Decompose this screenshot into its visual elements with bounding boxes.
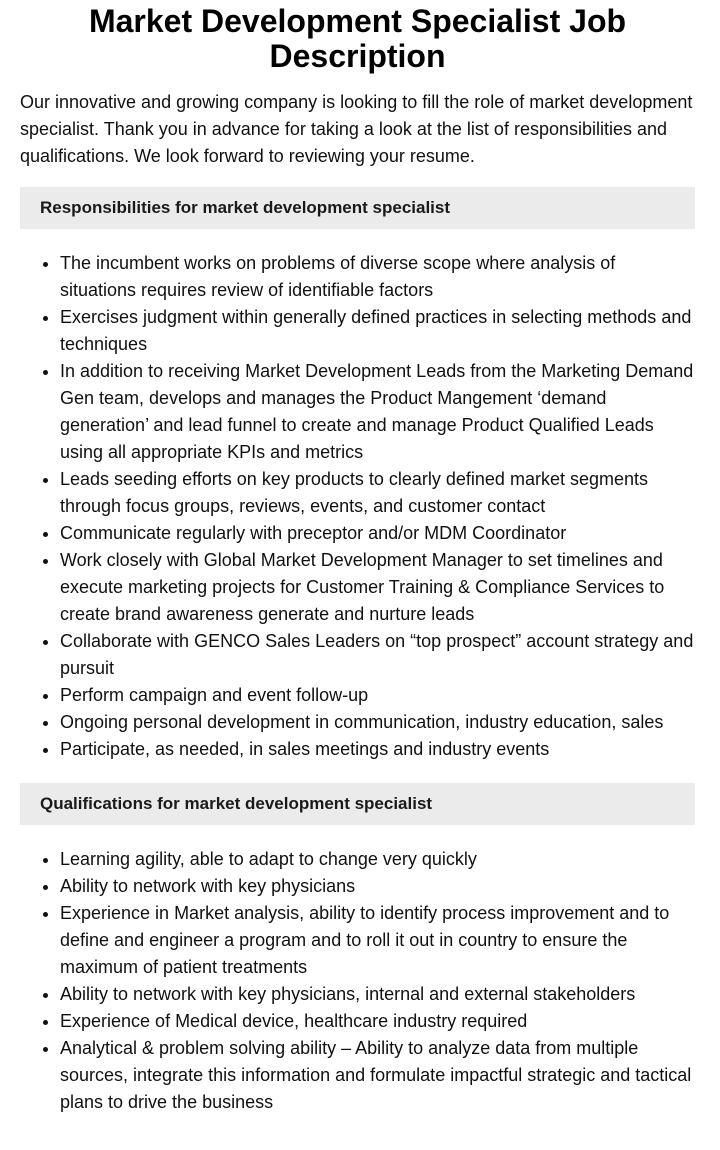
list-item: • Ongoing personal development in communication, industry education, sales [60, 709, 695, 736]
list-item: • Experience of Medical device, healthcare industry required [60, 1008, 695, 1035]
list-item: • Ability to network with key physicians, internal and external stakeholders [60, 981, 695, 1008]
qualifications-heading: Qualifications for market development specialist [20, 783, 695, 825]
list-item: • Work closely with Global Market Development Manager to set timelines and execute marketing projects for Customer Training & Compliance Services to create brand awareness generate and nurture leads [60, 547, 695, 628]
list-item: • Experience in Market analysis, ability to identify process improvement and to define and engineer a program and to roll it out in country to ensure the maximum of patient treatments [60, 900, 695, 981]
page-title: Market Development Specialist Job Description [88, 3, 627, 74]
responsibilities-list [20, 250, 695, 763]
list-item: • Leads seeding efforts on key products to clearly defined market segments through focus groups, reviews, events, and customer contact [60, 466, 695, 520]
list-item: • Learning agility, able to adapt to change very quickly [60, 846, 695, 873]
list-item: • Exercises judgment within generally defined practices in selecting methods and techniques [60, 304, 695, 358]
list-item: • In addition to receiving Market Development Leads from the Marketing Demand Gen team, develops and manages the Product Mangement ‘demand generation’ and lead funnel to create and manage Product Qualified Leads using all appropriate KPIs and metrics [60, 358, 695, 466]
list-item: • Ability to network with key physicians [60, 873, 695, 900]
list-item: • Analytical & problem solving ability – Ability to analyze data from multiple sources, integrate this information and formulate impactful strategic and tactical plans to drive the business [60, 1035, 695, 1116]
list-item: • Collaborate with GENCO Sales Leaders on “top prospect” account strategy and pursuit [60, 628, 695, 682]
list-item: • Participate, as needed, in sales meetings and industry events [60, 736, 695, 763]
intro-paragraph: Our innovative and growing company is looking to fill the role of market development specialist. Thank you in advance for taking a look at the list of responsibilities and qualifications. We look forward to reviewing your resume. [20, 92, 693, 166]
list-item: • The incumbent works on problems of diverse scope where analysis of situations requires review of identifiable factors [60, 250, 695, 304]
list-item: • Perform campaign and event follow-up [60, 682, 695, 709]
list-item: • Communicate regularly with preceptor and/or MDM Coordinator [60, 520, 695, 547]
job-description-page [0, 4, 720, 1116]
qualifications-list [20, 846, 695, 1116]
responsibilities-heading: Responsibilities for market development specialist [20, 187, 695, 229]
